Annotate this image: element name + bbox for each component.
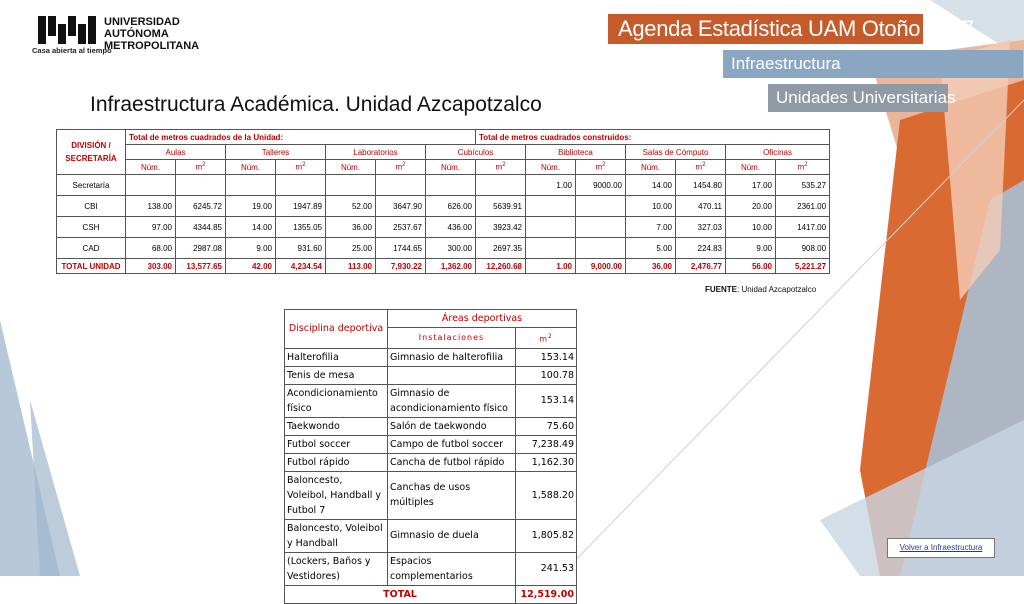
logo-line-3: METROPOLITANA xyxy=(104,40,200,52)
m2-label: m xyxy=(395,162,403,172)
disciplina-header: Disciplina deportiva xyxy=(285,310,388,349)
volver-link[interactable]: Volver a Infraestructura xyxy=(887,538,995,558)
table-row xyxy=(57,217,830,238)
group-header-unidad: Total de metros cuadrados de la Unidad: xyxy=(126,130,476,145)
m2-superscript: 2 xyxy=(547,333,553,340)
table-cell: 2987.08 xyxy=(176,238,226,259)
table-cell: 5639.91 xyxy=(476,196,526,217)
table-cell: 1,362.00 xyxy=(426,259,476,274)
row-label: CAD xyxy=(57,238,126,259)
table-cell: 6245.72 xyxy=(176,196,226,217)
table-cell: 908.00 xyxy=(776,238,830,259)
uam-logo-text xyxy=(104,16,199,52)
category-header: Biblioteca xyxy=(526,145,626,160)
sports-row xyxy=(285,435,577,453)
table-cell xyxy=(526,217,576,238)
table-cell: 5.00 xyxy=(626,238,676,259)
table-header-row-1 xyxy=(57,130,830,145)
instalacion-cell: Gimnasio de duela xyxy=(388,519,516,552)
table-cell: 3923.42 xyxy=(476,217,526,238)
sports-row xyxy=(285,417,577,435)
table-cell: 52.00 xyxy=(326,196,376,217)
m2-header xyxy=(576,160,626,175)
instalacion-cell: Campo de futbol soccer xyxy=(388,435,516,453)
table-cell: 5,221.27 xyxy=(776,259,830,274)
m2-label: m xyxy=(295,162,303,172)
m2-superscript: 2 xyxy=(202,162,206,169)
table-cell xyxy=(576,217,626,238)
agenda-title-banner: Agenda Estadística UAM Otoño 2017 xyxy=(608,14,923,44)
group-header-construidos: Total de metros cuadrados construidos: xyxy=(476,130,830,145)
table-cell: 36.00 xyxy=(326,217,376,238)
m2-cell: 75.60 xyxy=(516,417,577,435)
table-cell: 14.00 xyxy=(626,175,676,196)
m2-label: m xyxy=(495,162,503,172)
table-cell: 13,577.65 xyxy=(176,259,226,274)
table-body xyxy=(57,175,830,274)
table-cell: 7,930.22 xyxy=(376,259,426,274)
num-header: Núm. xyxy=(626,160,676,175)
table-cell: 4344.85 xyxy=(176,217,226,238)
table-cell: 4,234.54 xyxy=(276,259,326,274)
disciplina-cell: Acondicionamiento físico xyxy=(285,384,388,417)
table-cell xyxy=(126,175,176,196)
m2-superscript: 2 xyxy=(302,162,306,169)
table-cell: 9000.00 xyxy=(576,175,626,196)
category-header: Salas de Cómputo xyxy=(626,145,726,160)
table-cell: 42.00 xyxy=(226,259,276,274)
table-row xyxy=(57,175,830,196)
m2-header xyxy=(176,160,226,175)
table-cell: 2697.35 xyxy=(476,238,526,259)
m2-label: m xyxy=(695,162,703,172)
table-cell: 7.00 xyxy=(626,217,676,238)
m2-cell: 153.14 xyxy=(516,348,577,366)
instalaciones-header: Instalaciones xyxy=(388,328,516,349)
sports-total-row xyxy=(285,585,577,603)
table-cell: 1744.65 xyxy=(376,238,426,259)
table-cell xyxy=(526,196,576,217)
disciplina-cell: Taekwondo xyxy=(285,417,388,435)
table-cell: 1.00 xyxy=(526,259,576,274)
source-note xyxy=(705,285,816,294)
instalacion-cell: Canchas de usos múltiples xyxy=(388,471,516,519)
m2-header xyxy=(276,160,326,175)
num-header: Núm. xyxy=(226,160,276,175)
table-cell: 12,260.68 xyxy=(476,259,526,274)
table-cell: 10.00 xyxy=(726,217,776,238)
disciplina-cell: Halterofilia xyxy=(285,348,388,366)
disciplina-cell: Tenis de mesa xyxy=(285,366,388,384)
category-header: Laboratorios xyxy=(326,145,426,160)
instalacion-cell: Salón de taekwondo xyxy=(388,417,516,435)
table-cell: 224.83 xyxy=(676,238,726,259)
table-cell xyxy=(526,238,576,259)
table-cell: 36.00 xyxy=(626,259,676,274)
m2-cell: 1,805.82 xyxy=(516,519,577,552)
uam-logo-mark xyxy=(38,16,100,44)
logo-line-2: AUTÓNOMA xyxy=(104,28,169,40)
uam-logo xyxy=(30,14,200,60)
table-cell: 303.00 xyxy=(126,259,176,274)
sports-row xyxy=(285,348,577,366)
table-cell: 56.00 xyxy=(726,259,776,274)
table-cell: 2,476.77 xyxy=(676,259,726,274)
table-cell xyxy=(276,175,326,196)
table-cell: 113.00 xyxy=(326,259,376,274)
logo-line-1: UNIVERSIDAD xyxy=(104,16,180,28)
instalacion-cell xyxy=(388,366,516,384)
deportivas-table xyxy=(284,309,577,604)
instalacion-cell: Cancha de futbol rápido xyxy=(388,453,516,471)
infraestructura-table xyxy=(56,129,830,274)
table-cell: 10.00 xyxy=(626,196,676,217)
table-cell: 931.60 xyxy=(276,238,326,259)
disciplina-cell: Futbol rápido xyxy=(285,453,388,471)
table-cell: 1.00 xyxy=(526,175,576,196)
table-cell: 138.00 xyxy=(126,196,176,217)
category-header: Talleres xyxy=(226,145,326,160)
table-row xyxy=(57,238,830,259)
table-cell: 1454.80 xyxy=(676,175,726,196)
table-cell: 9.00 xyxy=(226,238,276,259)
m2-cell: 100.78 xyxy=(516,366,577,384)
sports-header-row-1 xyxy=(285,310,577,328)
total-row xyxy=(57,259,830,274)
source-value: : Unidad Azcapotzalco xyxy=(737,285,817,294)
total-label: TOTAL xyxy=(285,585,516,603)
m2-cell: 7,238.49 xyxy=(516,435,577,453)
num-header: Núm. xyxy=(426,160,476,175)
table-cell xyxy=(326,175,376,196)
table-cell: 470.11 xyxy=(676,196,726,217)
disciplina-cell: Futbol soccer xyxy=(285,435,388,453)
instalacion-cell: Gimnasio de acondicionamiento físico xyxy=(388,384,516,417)
table-cell: 14.00 xyxy=(226,217,276,238)
table-cell: 436.00 xyxy=(426,217,476,238)
disciplina-cell: Baloncesto, Voleibol, Handball y Futbol 7 xyxy=(285,471,388,519)
instalacion-cell: Espacios complementarios xyxy=(388,552,516,585)
table-cell xyxy=(376,175,426,196)
row-label: CSH xyxy=(57,217,126,238)
table-cell: 2361.00 xyxy=(776,196,830,217)
table-cell: 9,000.00 xyxy=(576,259,626,274)
table-cell xyxy=(576,238,626,259)
num-header: Núm. xyxy=(526,160,576,175)
table-cell: 3647.90 xyxy=(376,196,426,217)
m2-superscript: 2 xyxy=(402,162,406,169)
page-title: Infraestructura Académica. Unidad Azcapotzalco xyxy=(90,93,542,116)
m2-header xyxy=(676,160,726,175)
table-cell: 9.00 xyxy=(726,238,776,259)
m2-cell: 153.14 xyxy=(516,384,577,417)
disciplina-cell: Baloncesto, Voleibol y Handball xyxy=(285,519,388,552)
sports-row xyxy=(285,453,577,471)
logo-tagline: Casa abierta al tiempo xyxy=(32,46,112,55)
table-cell: 327.03 xyxy=(676,217,726,238)
table-header-row-3 xyxy=(57,160,830,175)
table-cell xyxy=(226,175,276,196)
m2-label: m xyxy=(195,162,203,172)
sports-row xyxy=(285,366,577,384)
m2-header xyxy=(476,160,526,175)
table-cell: 25.00 xyxy=(326,238,376,259)
table-cell: 1947.89 xyxy=(276,196,326,217)
num-header: Núm. xyxy=(126,160,176,175)
m2-superscript: 2 xyxy=(804,162,808,169)
table-cell: 626.00 xyxy=(426,196,476,217)
source-label: FUENTE xyxy=(705,285,737,294)
row-label: Secretaría xyxy=(57,175,126,196)
category-header: Aulas xyxy=(126,145,226,160)
category-header: Oficinas xyxy=(726,145,830,160)
m2-cell: 1,162.30 xyxy=(516,453,577,471)
m2-superscript: 2 xyxy=(502,162,506,169)
row-label: TOTAL UNIDAD xyxy=(57,259,126,274)
m2-superscript: 2 xyxy=(702,162,706,169)
table-cell: 17.00 xyxy=(726,175,776,196)
num-header: Núm. xyxy=(326,160,376,175)
m2-header xyxy=(776,160,830,175)
sports-row xyxy=(285,552,577,585)
areas-header: Áreas deportivas xyxy=(388,310,577,328)
table-cell xyxy=(426,175,476,196)
table-cell: 535.27 xyxy=(776,175,830,196)
sports-row xyxy=(285,519,577,552)
num-header: Núm. xyxy=(726,160,776,175)
table-cell: 68.00 xyxy=(126,238,176,259)
table-cell xyxy=(576,196,626,217)
table-cell xyxy=(176,175,226,196)
m2-superscript: 2 xyxy=(602,162,606,169)
disciplina-cell: (Lockers, Baños y Vestidores) xyxy=(285,552,388,585)
m2-cell: 1,588.20 xyxy=(516,471,577,519)
m2-label: m xyxy=(797,162,805,172)
table-cell: 97.00 xyxy=(126,217,176,238)
subsection-banner: Unidades Universitarias xyxy=(768,84,948,112)
m2-header-label: m xyxy=(539,334,548,344)
m2-header xyxy=(516,328,577,349)
table-cell: 20.00 xyxy=(726,196,776,217)
sports-row xyxy=(285,471,577,519)
table-cell: 1355.05 xyxy=(276,217,326,238)
sports-body xyxy=(285,348,577,603)
table-cell: 1417.00 xyxy=(776,217,830,238)
m2-cell: 241.53 xyxy=(516,552,577,585)
section-banner: Infraestructura xyxy=(723,50,1023,78)
division-header: DIVISIÓN / SECRETARÍA xyxy=(57,130,126,175)
table-header-row-2 xyxy=(57,145,830,160)
table-row xyxy=(57,196,830,217)
table-cell xyxy=(476,175,526,196)
row-label: CBI xyxy=(57,196,126,217)
table-cell: 2537.67 xyxy=(376,217,426,238)
table-cell: 300.00 xyxy=(426,238,476,259)
category-header: Cubículos xyxy=(426,145,526,160)
sports-row xyxy=(285,384,577,417)
table-cell: 19.00 xyxy=(226,196,276,217)
m2-label: m xyxy=(595,162,603,172)
total-value: 12,519.00 xyxy=(516,585,577,603)
instalacion-cell: Gimnasio de halterofilia xyxy=(388,348,516,366)
m2-header xyxy=(376,160,426,175)
